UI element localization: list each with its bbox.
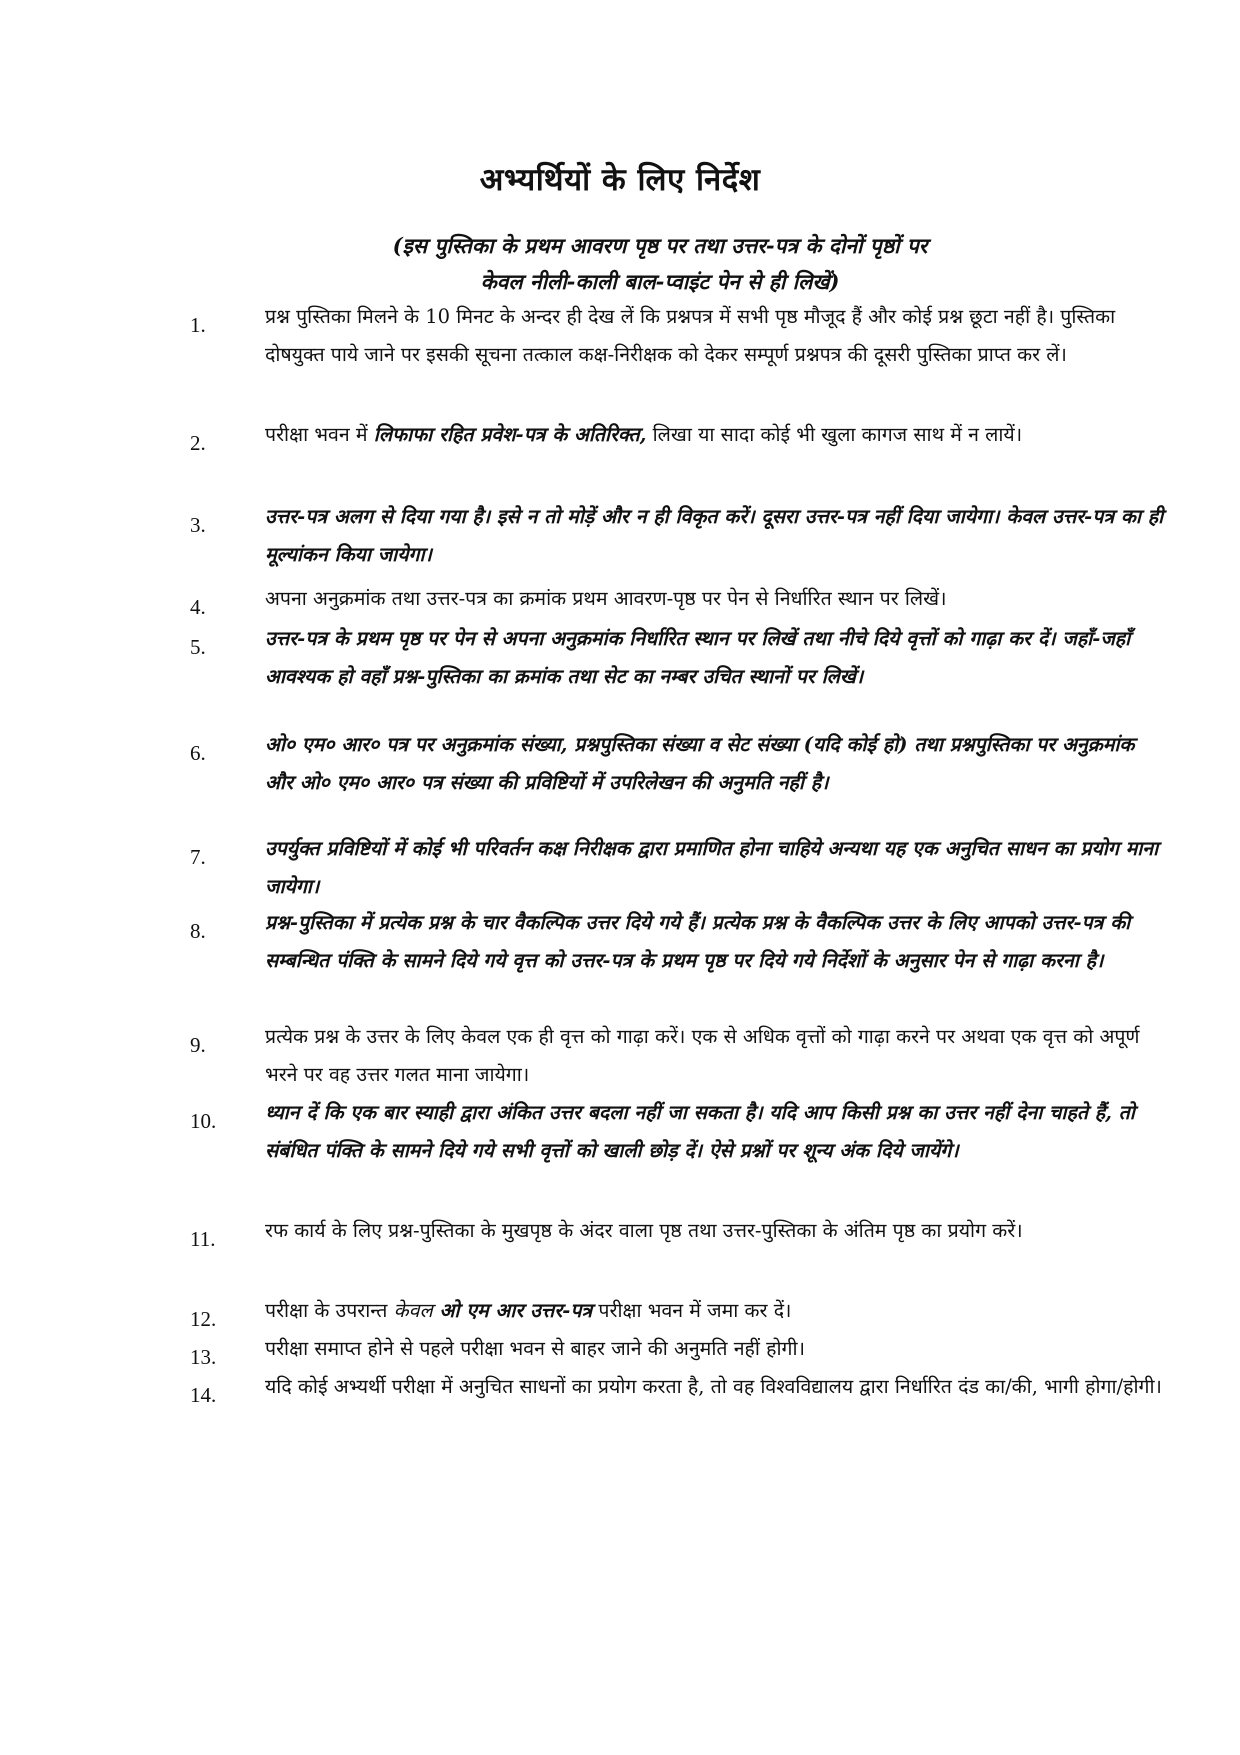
- page-title: अभ्यर्थियों के लिए निर्देश: [479, 162, 761, 198]
- item-number: 5.: [190, 635, 206, 659]
- item-text: प्रश्न-पुस्तिका में प्रत्येक प्रश्न के चार वैकल्पिक उत्तर दिये गये हैं। प्रत्येक प्रश्न के वैकल्पिक उत्तर के लिए आपको उत्तर-पत्र की सम्बन्धित पंक्ति के सामने दिये गये वृत्त को उत्तर-पत्र के प्रथम पृष्ठ पर दिये गये निर्देशों के अनुसार पेन से गाढ़ा करना है।: [265, 911, 1131, 972]
- item-number: 14.: [190, 1383, 217, 1407]
- item-number: 2.: [190, 431, 206, 455]
- item-text-strong: ओ एम आर उत्तर-पत्र: [432, 1299, 593, 1322]
- item-text: उत्तर-पत्र के प्रथम पृष्ठ पर पेन से अपना अनुक्रमांक निर्धारित स्थान पर लिखें तथा नीचे दिये वृत्तों को गाढ़ा कर दें। जहाँ-जहाँ आवश्यक हो वहाँ प्रश्न-पुस्तिका का क्रमांक तथा सेट का नम्बर उचित स्थानों पर लिखें।: [265, 627, 1131, 688]
- item-text-plain: परीक्षा भवन में: [265, 423, 374, 446]
- item-number: 10.: [190, 1109, 217, 1133]
- item-text: परीक्षा समाप्त होने से पहले परीक्षा भवन से बाहर जाने की अनुमति नहीं होगी।: [265, 1337, 805, 1360]
- item-text-emphasis: केवल: [393, 1299, 433, 1322]
- item-number: 9.: [190, 1033, 206, 1057]
- item-number: 8.: [190, 919, 206, 943]
- item-text: प्रत्येक प्रश्न के उत्तर के लिए केवल एक ही वृत्त को गाढ़ा करें। एक से अधिक वृत्तों को गाढ़ा करने पर अथवा एक वृत्त को अपूर्ण भरने पर वह उत्तर गलत माना जायेगा।: [265, 1025, 1140, 1086]
- item-text: प्रश्न पुस्तिका मिलने के 10 मिनट के अन्दर ही देख लें कि प्रश्नपत्र में सभी पृष्ठ मौजूद हैं और कोई प्रश्न छूटा नहीं है। पुस्तिका दोषयुक्त पाये जाने पर इसकी सूचना तत्काल कक्ष-निरीक्षक को देकर सम्पूर्ण प्रश्नपत्र की दूसरी पुस्तिका प्राप्त कर लें।: [265, 305, 1116, 366]
- item-text: [265, 416, 1165, 454]
- item-number: 12.: [190, 1307, 217, 1331]
- item-number: 3.: [190, 513, 206, 537]
- item-text-plain: लिखा या सादा कोई भी खुला कागज साथ में न लायें।: [646, 423, 1023, 446]
- item-text: रफ कार्य के लिए प्रश्न-पुस्तिका के मुखपृष्ठ के अंदर वाला पृष्ठ तथा उत्तर-पुस्तिका के अंतिम पृष्ठ का प्रयोग करें।: [265, 1219, 1023, 1242]
- item-text: यदि कोई अभ्यर्थी परीक्षा में अनुचित साधनों का प्रयोग करता है, तो वह विश्वविद्यालय द्वारा निर्धारित दंड का/की, भागी होगा/होगी।: [265, 1375, 1162, 1398]
- item-text-plain: परीक्षा के उपरान्त: [265, 1299, 394, 1322]
- item-number: 7.: [190, 845, 206, 869]
- subtitle-line-1: (इस पुस्तिका के प्रथम आवरण पृष्ठ पर तथा उत्तर-पत्र के दोनों पृष्ठों पर: [392, 233, 928, 258]
- item-number: 4.: [190, 595, 206, 619]
- item-text-plain: परीक्षा भवन में जमा कर दें।: [592, 1299, 792, 1322]
- item-number: 6.: [190, 741, 206, 765]
- item-text: [265, 1292, 1165, 1330]
- item-text: अपना अनुक्रमांक तथा उत्तर-पत्र का क्रमांक प्रथम आवरण-पृष्ठ पर पेन से निर्धारित स्थान पर लिखें।: [265, 587, 947, 610]
- item-text: ओ० एम० आर० पत्र पर अनुक्रमांक संख्या, प्रश्नपुस्तिका संख्या व सेट संख्या (यदि कोई हो) तथा प्रश्नपुस्तिका पर अनुक्रमांक और ओ० एम० आर० पत्र संख्या की प्रविष्टियों में उपरिलेखन की अनुमति नहीं है।: [265, 733, 1135, 794]
- item-number: 1.: [190, 313, 206, 337]
- item-text: ध्यान दें कि एक बार स्याही द्वारा अंकित उत्तर बदला नहीं जा सकता है। यदि आप किसी प्रश्न का उत्तर नहीं देना चाहते हैं, तो संबंधित पंक्ति के सामने दिये गये सभी वृत्तों को खाली छोड़ दें। ऐसे प्रश्नों पर शून्य अंक दिये जायेंगे।: [265, 1101, 1135, 1162]
- item-text: उपर्युक्त प्रविष्टियों में कोई भी परिवर्तन कक्ष निरीक्षक द्वारा प्रमाणित होना चाहिये अन्यथा यह एक अनुचित साधन का प्रयोग माना जायेगा।: [265, 837, 1159, 898]
- subtitle-line-2: केवल नीली-काली बाल-प्वाइंट पेन से ही लिखें): [480, 269, 840, 294]
- item-text-emphasis: लिफाफा रहित प्रवेश-पत्र के अतिरिक्त,: [373, 423, 647, 446]
- item-number: 11.: [190, 1227, 216, 1251]
- item-number: 13.: [190, 1345, 217, 1369]
- item-text: उत्तर-पत्र अलग से दिया गया है। इसे न तो मोड़ें और न ही विकृत करें। दूसरा उत्तर-पत्र नहीं दिया जायेगा। केवल उत्तर-पत्र का ही मूल्यांकन किया जायेगा।: [265, 505, 1164, 566]
